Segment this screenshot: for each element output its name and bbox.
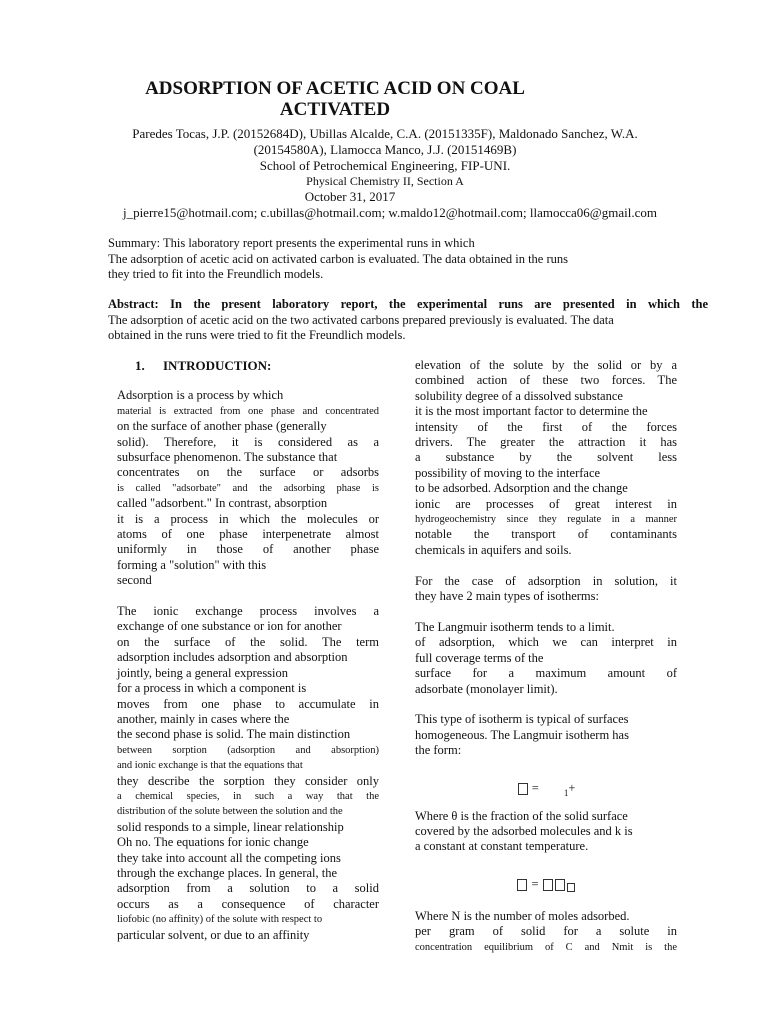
authors-line-2: (20154580A), Llamocca Manco, J.J. (20151469B) [253, 141, 517, 157]
text-line: material is extracted from one phase and concentrated [117, 405, 379, 417]
equation-symbol-placeholder [555, 879, 565, 891]
text-line: for a process in which a component is [117, 681, 307, 696]
title-line-2: ACTIVATED [279, 99, 391, 120]
title-line-1: ADSORPTION OF ACETIC ACID ON COAL [145, 78, 525, 99]
abstract-line: The adsorption of acetic acid on the two activated carbons prepared previously is evaluated. The data [108, 312, 614, 327]
text-line: called "adsorbent." In contrast, absorption [117, 496, 328, 511]
text-line: hydrogeochemistry since they regulate in a manner [415, 514, 677, 526]
text-line: jointly, being a general expression [117, 665, 289, 680]
text-line: occurs as a consequence of character [117, 896, 379, 911]
text-line: through the exchange places. In general, the [117, 865, 338, 880]
text-line: full coverage terms of the [415, 650, 544, 665]
text-line: adsorbate (monolayer limit). [415, 681, 558, 696]
equation-symbol-placeholder [567, 883, 575, 892]
text-line: intensity of the first of the forces [415, 419, 677, 434]
text-line: and ionic exchange is that the equations that [117, 760, 303, 772]
course-section: Physical Chemistry II, Section A [306, 174, 464, 188]
moles-equation [415, 869, 677, 899]
summary-block [108, 236, 688, 283]
text-line: the form: [415, 743, 462, 758]
summary-line: The adsorption of acetic acid on activated carbon is evaluated. The data obtained in the runs [108, 251, 569, 266]
text-line: concentrates on the surface or adsorbs [117, 465, 379, 480]
section-heading [135, 358, 379, 373]
text-line: between sorption (adsorption and absorption) [117, 744, 379, 756]
text-line: drivers. The greater the attraction it has [415, 435, 677, 450]
paragraph-gap [415, 604, 677, 619]
equation-equals: = [531, 780, 539, 795]
abstract-bold-line: Abstract: In the present laboratory report, the experimental runs are presented in which the [108, 297, 708, 311]
text-line: possibility of moving to the interface [415, 465, 601, 480]
text-line: a chemical species, in such a way that the [117, 790, 379, 802]
text-line: they describe the sorption they consider only [117, 773, 379, 788]
section-title: INTRODUCTION: [163, 358, 272, 373]
abstract-block [108, 297, 708, 344]
right-column-text-top [415, 358, 677, 759]
text-line: liofobic (no affinity) of the solute with respect to [117, 914, 323, 926]
authors-line-1: Paredes Tocas, J.P. (20152684D), Ubillas Alcalde, C.A. (20151335F), Maldonado Sanchez, W.A. [132, 126, 638, 141]
paper-title [100, 78, 570, 120]
text-line: a substance by the solvent less [415, 450, 677, 465]
text-line: The Langmuir isotherm tends to a limit. [415, 619, 615, 634]
text-line: on the surface of another phase (generally [117, 419, 327, 434]
text-line: surface for a maximum amount of [415, 666, 677, 681]
text-line: per gram of solid for a solute in [415, 924, 677, 939]
text-line: forming a "solution" with this [117, 557, 267, 572]
text-line: covered by the adsorbed molecules and k is [415, 823, 633, 838]
text-line: it is the most important factor to determine the [415, 404, 648, 419]
summary-line: they tried to fit into the Freundlich models. [108, 267, 324, 281]
text-line: For the case of adsorption in solution, it [415, 573, 677, 588]
paragraph-gap [415, 697, 677, 712]
paragraph-gap [415, 558, 677, 573]
text-line: adsorption from a solution to a solid [117, 881, 379, 896]
langmuir-equation [415, 773, 677, 803]
text-line: Adsorption is a process by which [117, 388, 284, 403]
text-line: Where θ is the fraction of the solid surface [415, 808, 628, 823]
text-line: of adsorption, which we can interpret in [415, 635, 677, 650]
text-line: distribution of the solute between the solution and the [117, 806, 343, 818]
text-line: concentration equilibrium of C and Nmit is the [415, 941, 677, 953]
text-line: particular solvent, or due to an affinity [117, 927, 310, 942]
text-line: solid responds to a simple, linear relationship [117, 819, 344, 834]
equation-subscript: 1 [563, 787, 569, 798]
equation-symbol-placeholder [517, 879, 527, 891]
equation-symbol-placeholder [518, 783, 528, 795]
text-line: it is a process in which the molecules or [117, 511, 379, 526]
left-column-text [117, 388, 379, 943]
text-line: ionic are processes of great interest in [415, 496, 677, 511]
text-line: is called "adsorbate" and the adsorbing phase is [117, 482, 379, 494]
text-line: they take into account all the competing ions [117, 850, 341, 865]
equation-symbol-placeholder [543, 879, 553, 891]
right-column-text-mid [415, 809, 677, 855]
text-line: homogeneous. The Langmuir isotherm has [415, 727, 629, 742]
text-line: chemicals in aquifers and soils. [415, 542, 572, 557]
text-line: exchange of one substance or ion for another [117, 619, 342, 634]
text-line: atoms of one phase interpenetrate almost [117, 527, 379, 542]
text-line: adsorption includes adsorption and absorption [117, 650, 348, 665]
text-line: they have 2 main types of isotherms: [415, 589, 599, 604]
text-line: the second phase is solid. The main distinction [117, 727, 351, 742]
paragraph-gap [117, 589, 379, 604]
text-line: moves from one phase to accumulate in [117, 696, 379, 711]
equation-plus: + [568, 780, 576, 795]
text-line: The ionic exchange process involves a [117, 604, 379, 619]
author-emails: j_pierre15@hotmail.com; c.ubillas@hotmail.com; w.maldo12@hotmail.com; llamocca06@gmail.com [122, 205, 658, 220]
text-line: to be adsorbed. Adsorption and the change [415, 481, 628, 496]
text-line: solid). Therefore, it is considered as a [117, 434, 379, 449]
text-line: This type of isotherm is typical of surfaces [415, 712, 629, 727]
text-line: notable the transport of contaminants [415, 527, 677, 542]
text-line: a constant at constant temperature. [415, 839, 589, 854]
text-line: solubility degree of a dissolved substance [415, 388, 623, 403]
author-list [90, 126, 680, 157]
equation-equals: = [531, 876, 539, 891]
text-line: uniformly in those of another phase [117, 542, 379, 557]
paper-date: October 31, 2017 [304, 189, 396, 204]
summary-line: Summary: This laboratory report presents the experimental runs in which [108, 236, 475, 250]
right-column-text-bottom [415, 909, 677, 955]
right-column [415, 358, 677, 955]
text-line: elevation of the solute by the solid or by a [415, 358, 677, 372]
section-number: 1. [135, 358, 145, 373]
text-line: another, mainly in cases where the [117, 711, 290, 726]
text-line: Oh no. The equations for ionic change [117, 835, 309, 850]
text-line: Where N is the number of moles adsorbed. [415, 908, 630, 923]
text-line: combined action of these two forces. The [415, 373, 677, 388]
text-line: on the surface of the solid. The term [117, 634, 379, 649]
abstract-line: obtained in the runs were tried to fit the Freundlich models. [108, 328, 406, 342]
text-line: second [117, 573, 152, 588]
text-line: subsurface phenomenon. The substance that [117, 450, 338, 465]
affiliation: School of Petrochemical Engineering, FIP-UNI. [259, 158, 511, 173]
left-column [117, 358, 379, 943]
